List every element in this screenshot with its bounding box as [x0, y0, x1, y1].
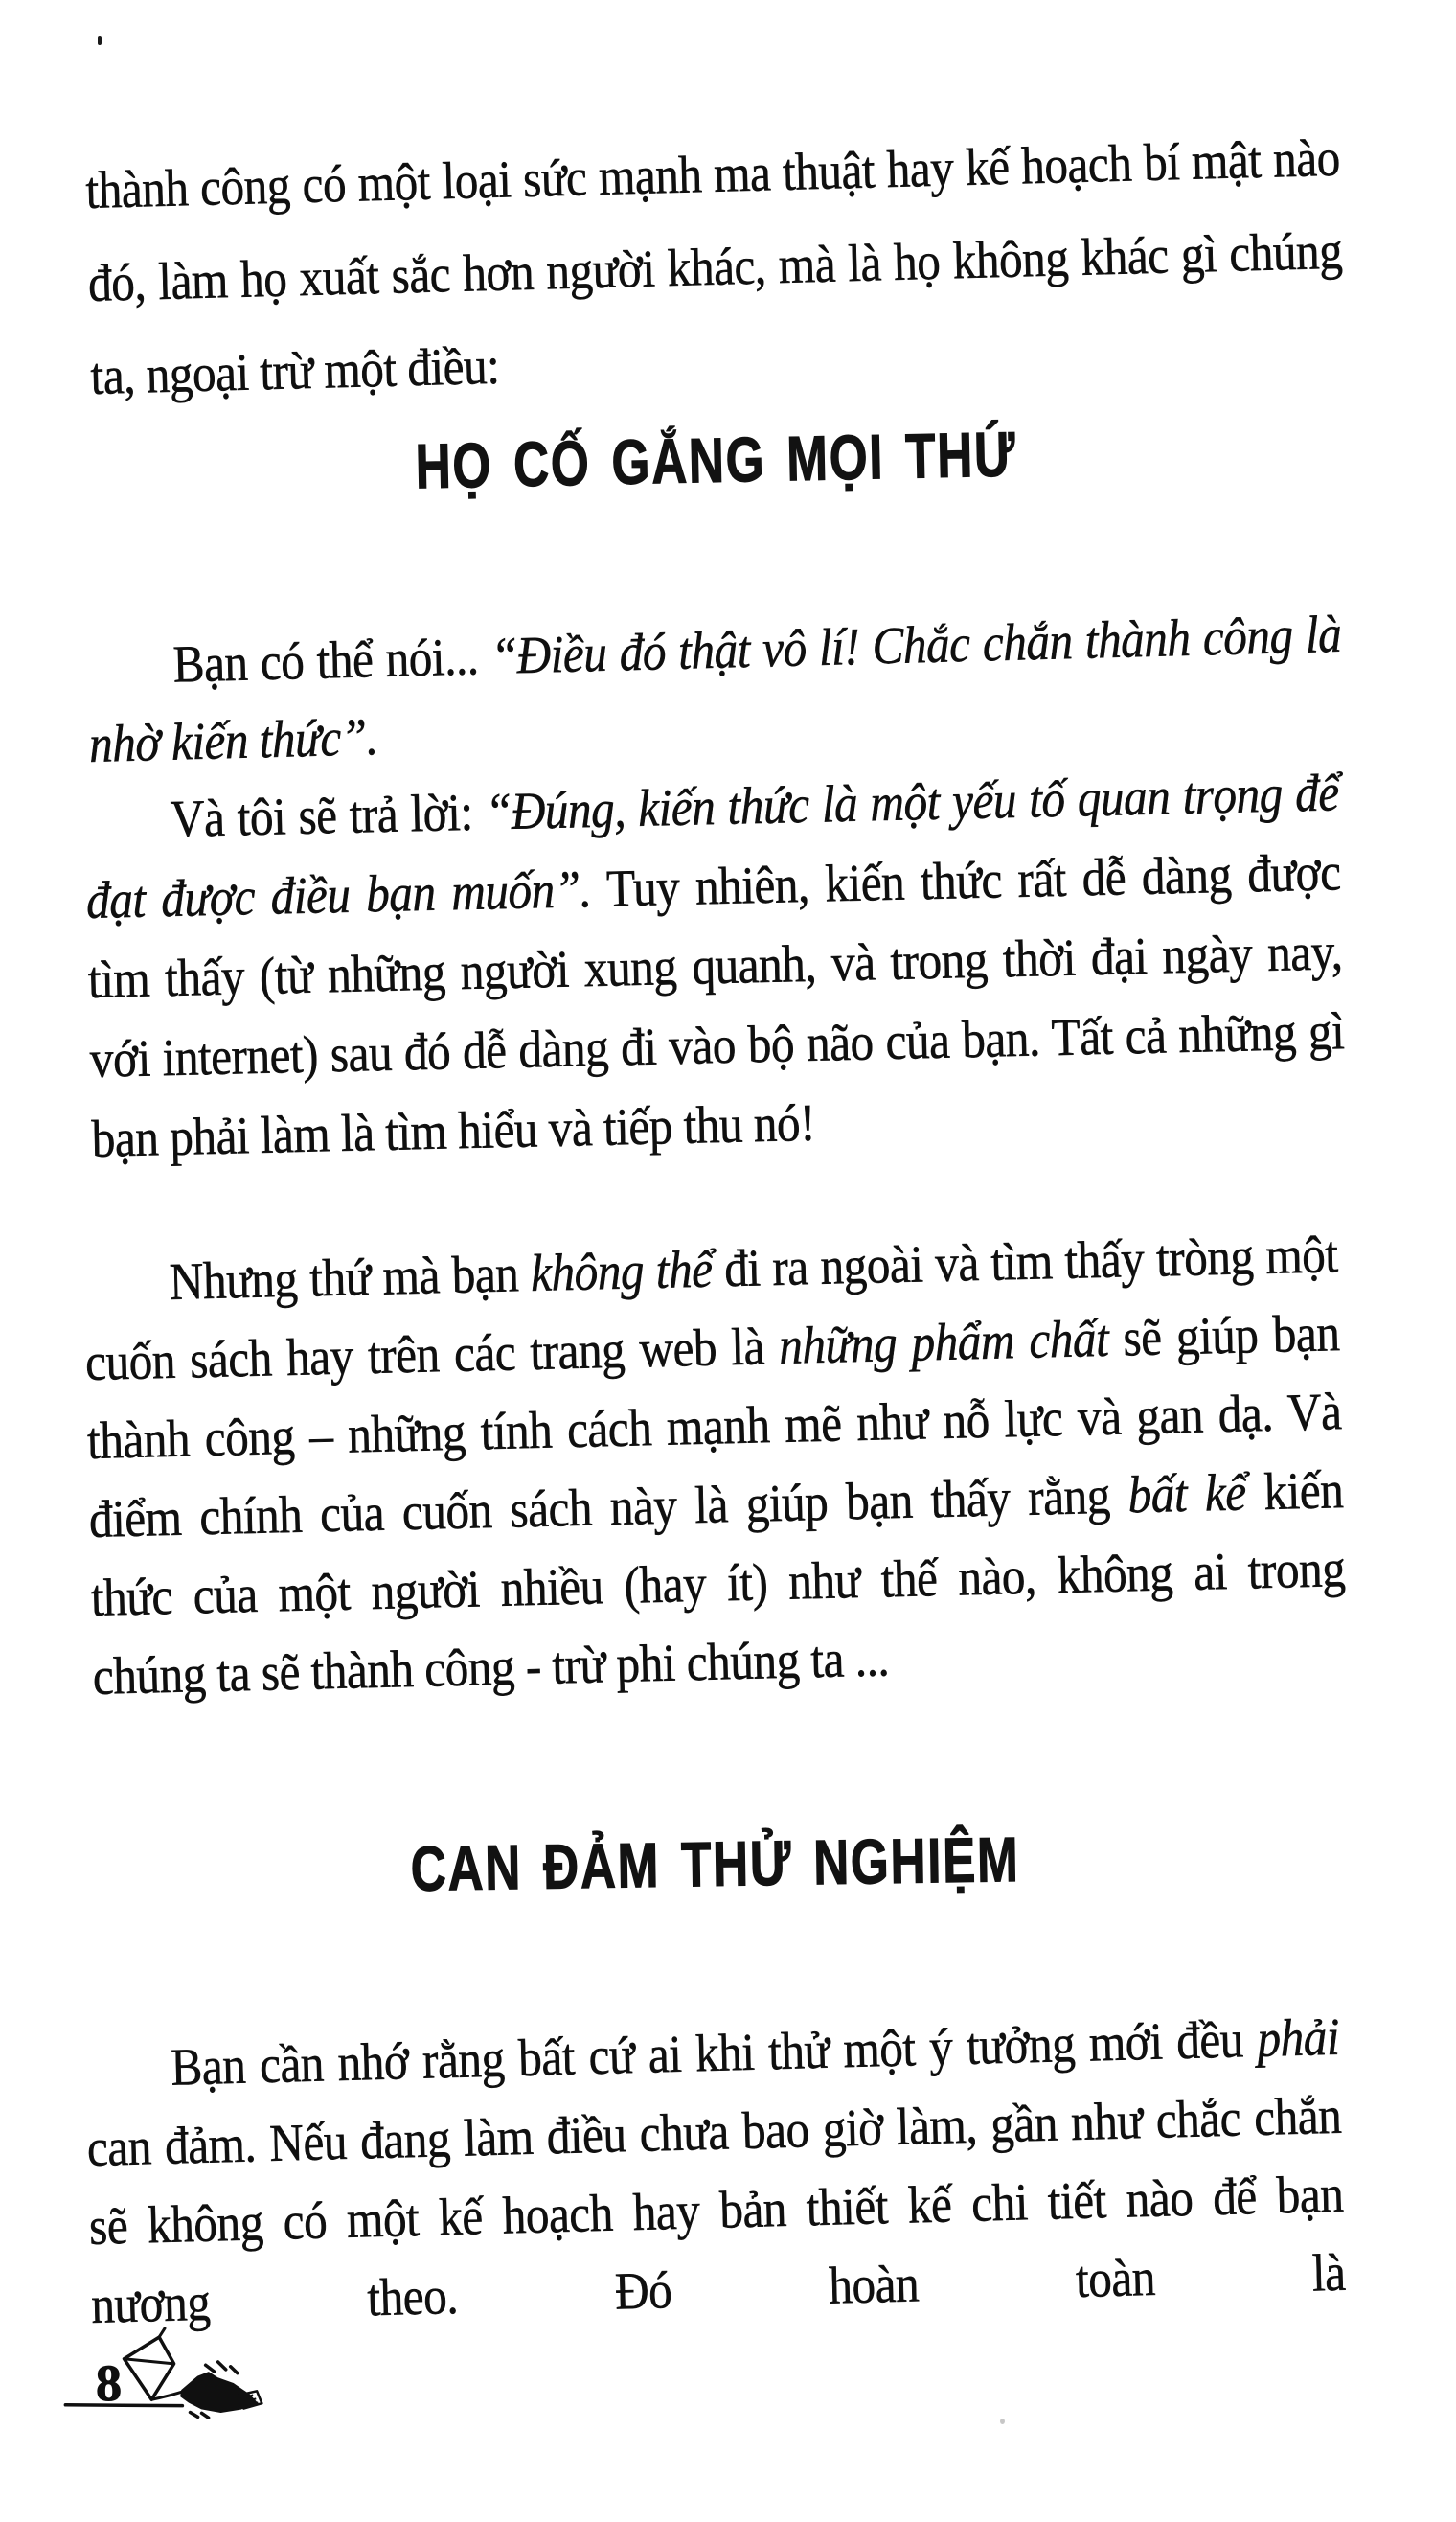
text-segment: đi ra ngoài và tìm thấy tròng một cuốn sách hay trên các trang web là: [84, 1225, 1339, 1392]
heading-text: CAN ĐẢM THỬ NGHIỆM: [410, 1823, 1021, 1904]
paragraph-you-might-say: [86, 595, 1344, 783]
text-segment: Bạn có thể nói...: [171, 626, 492, 694]
text-segment: sẽ giúp bạn thành công – những tính cách mạnh mẽ như nỗ lực và gan dạ. Và điểm chính của cuốn sách này là giúp bạn thấy rằng: [86, 1303, 1342, 1548]
text-segment: bất kể: [1126, 1462, 1265, 1525]
heading-text: HỌ CỐ GẮNG MỌI THỨ: [414, 418, 1017, 502]
scan-speck-bottom: [1000, 2419, 1005, 2424]
scan-speck-top: [98, 36, 102, 45]
crashed-kite-doodle-icon: [52, 2314, 274, 2433]
text-segment: kiến thức của một người nhiều (hay ít) như thế nào, không ai trong chúng ta sẽ thành công - trừ phi chúng ta ...: [90, 1460, 1346, 1706]
text-segment: Và tôi sẽ trả lời:: [170, 782, 487, 848]
text-segment: Bạn cần nhớ rằng bất cứ ai khi thử một ý tưởng mới đều: [170, 2009, 1259, 2097]
text-segment: “Đúng, kiến thức là một yếu tố quan trọng để đạt được điều bạn muốn”.: [85, 763, 1340, 930]
text-segment: phải: [1256, 2006, 1340, 2068]
text-segment: không thể: [530, 1239, 725, 1303]
section-heading-dare-to-test: [88, 1823, 1344, 1906]
page-number: 8: [95, 2353, 123, 2413]
paragraph-my-reply: [83, 752, 1347, 1179]
text-segment: Nhưng thứ mà bạn: [169, 1244, 532, 1311]
paragraph-continuation: [84, 111, 1346, 423]
text-segment: Tuy nhiên, kiến thức rất dễ dàng được tìm thấy (từ những người xung quanh, và trong thời đại ngày nay, với internet) sau đó dễ dàng đi vào bộ não của bạn. Tất cả những gì bạn phải làm là tìm hiểu và tiếp thu nó!: [87, 842, 1345, 1168]
text-segment: những phẩm chất: [778, 1308, 1125, 1375]
page-footer: [0, 2312, 384, 2453]
text-segment: can đảm. Nếu đang làm điều chưa bao giờ làm, gần như chắc chắn sẽ không có một kế hoạch hay bản thiết kế chi tiết nào để bạn nương theo. Đó hoàn toàn là: [86, 2085, 1347, 2334]
paragraph-qualities: [82, 1215, 1348, 1716]
text-segment: “Điều đó thật vô lí! Chắc chắn thành công là nhờ kiến thức”.: [88, 604, 1342, 773]
text-segment: thành công có một loại sức mạnh ma thuật hay kế hoạch bí mật nào đó, làm họ xuất sắc hơn người khác, mà là họ không khác gì chúng ta, ngoại trừ một điều:: [84, 127, 1343, 405]
section-heading-try-everything: [87, 415, 1343, 504]
paragraph-courage: [84, 1998, 1347, 2345]
